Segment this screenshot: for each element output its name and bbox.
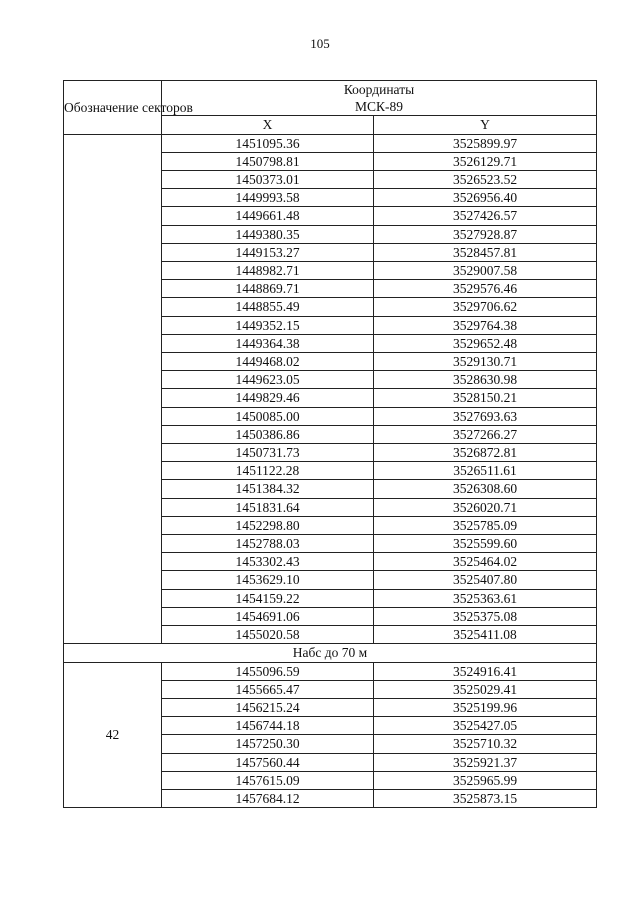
y-value: 3527693.63 bbox=[374, 407, 597, 425]
y-value: 3525785.09 bbox=[374, 516, 597, 534]
x-value: 1449364.38 bbox=[162, 334, 374, 352]
x-value: 1456744.18 bbox=[162, 717, 374, 735]
x-value: 1448982.71 bbox=[162, 262, 374, 280]
y-value: 3525375.08 bbox=[374, 607, 597, 625]
table-row bbox=[64, 134, 597, 152]
x-value: 1451122.28 bbox=[162, 462, 374, 480]
x-value: 1450373.01 bbox=[162, 171, 374, 189]
y-value: 3529130.71 bbox=[374, 353, 597, 371]
page-number: 105 bbox=[310, 36, 330, 51]
x-value: 1455665.47 bbox=[162, 680, 374, 698]
x-value: 1457684.12 bbox=[162, 789, 374, 807]
x-value: 1448855.49 bbox=[162, 298, 374, 316]
y-value: 3526523.52 bbox=[374, 171, 597, 189]
table-row bbox=[64, 662, 597, 680]
y-value: 3525363.61 bbox=[374, 589, 597, 607]
y-value: 3527426.57 bbox=[374, 207, 597, 225]
y-value: 3526872.81 bbox=[374, 444, 597, 462]
x-value: 1450386.86 bbox=[162, 425, 374, 443]
x-value: 1449661.48 bbox=[162, 207, 374, 225]
x-value: 1451831.64 bbox=[162, 498, 374, 516]
x-column-header: X bbox=[162, 116, 374, 134]
x-value: 1451095.36 bbox=[162, 134, 374, 152]
y-value: 3525464.02 bbox=[374, 553, 597, 571]
x-value: 1449352.15 bbox=[162, 316, 374, 334]
x-value: 1448869.71 bbox=[162, 280, 374, 298]
y-value: 3525407.80 bbox=[374, 571, 597, 589]
y-value: 3528457.81 bbox=[374, 243, 597, 261]
y-value: 3525899.97 bbox=[374, 134, 597, 152]
x-value: 1454691.06 bbox=[162, 607, 374, 625]
group1-rows bbox=[64, 134, 597, 644]
y-value: 3528150.21 bbox=[374, 389, 597, 407]
sector-cell: 42 bbox=[64, 662, 162, 808]
x-value: 1449993.58 bbox=[162, 189, 374, 207]
x-value: 1453302.43 bbox=[162, 553, 374, 571]
sector-cell bbox=[64, 134, 162, 644]
note-cell: Набс до 70 м bbox=[64, 644, 597, 662]
y-value: 3525427.05 bbox=[374, 717, 597, 735]
y-value: 3529576.46 bbox=[374, 280, 597, 298]
x-value: 1454159.22 bbox=[162, 589, 374, 607]
x-value: 1449829.46 bbox=[162, 389, 374, 407]
y-value: 3529652.48 bbox=[374, 334, 597, 352]
x-value: 1450731.73 bbox=[162, 444, 374, 462]
note-row bbox=[64, 644, 597, 662]
y-column-header: Y bbox=[374, 116, 597, 134]
coordinates-title: Координаты bbox=[343, 82, 415, 97]
x-value: 1451384.32 bbox=[162, 480, 374, 498]
y-value: 3528630.98 bbox=[374, 371, 597, 389]
x-value: 1456215.24 bbox=[162, 698, 374, 716]
y-value: 3525411.08 bbox=[374, 626, 597, 644]
y-value: 3525921.37 bbox=[374, 753, 597, 771]
y-value: 3525599.60 bbox=[374, 535, 597, 553]
x-value: 1457615.09 bbox=[162, 771, 374, 789]
y-value: 3525199.96 bbox=[374, 698, 597, 716]
y-value: 3524916.41 bbox=[374, 662, 597, 680]
y-value: 3526956.40 bbox=[374, 189, 597, 207]
coordinates-table bbox=[63, 80, 597, 808]
y-value: 3526511.61 bbox=[374, 462, 597, 480]
x-value: 1449468.02 bbox=[162, 353, 374, 371]
y-value: 3529706.62 bbox=[374, 298, 597, 316]
x-value: 1457250.30 bbox=[162, 735, 374, 753]
y-value: 3529007.58 bbox=[374, 262, 597, 280]
x-value: 1453629.10 bbox=[162, 571, 374, 589]
group2-rows bbox=[64, 662, 597, 808]
y-value: 3525029.41 bbox=[374, 680, 597, 698]
y-value: 3527928.87 bbox=[374, 225, 597, 243]
y-value: 3526308.60 bbox=[374, 480, 597, 498]
y-value: 3525965.99 bbox=[374, 771, 597, 789]
sector-header: Обозначение секторов bbox=[64, 81, 162, 135]
x-value: 1452298.80 bbox=[162, 516, 374, 534]
y-value: 3529764.38 bbox=[374, 316, 597, 334]
x-value: 1452788.03 bbox=[162, 535, 374, 553]
coordinate-system: МСК-89 bbox=[354, 99, 403, 115]
x-value: 1449623.05 bbox=[162, 371, 374, 389]
x-value: 1450798.81 bbox=[162, 152, 374, 170]
coordinates-header bbox=[162, 81, 597, 116]
x-value: 1455020.58 bbox=[162, 626, 374, 644]
y-value: 3526020.71 bbox=[374, 498, 597, 516]
y-value: 3525710.32 bbox=[374, 735, 597, 753]
x-value: 1449380.35 bbox=[162, 225, 374, 243]
x-value: 1455096.59 bbox=[162, 662, 374, 680]
x-value: 1449153.27 bbox=[162, 243, 374, 261]
x-value: 1457560.44 bbox=[162, 753, 374, 771]
x-value: 1450085.00 bbox=[162, 407, 374, 425]
y-value: 3527266.27 bbox=[374, 425, 597, 443]
y-value: 3525873.15 bbox=[374, 789, 597, 807]
y-value: 3526129.71 bbox=[374, 152, 597, 170]
